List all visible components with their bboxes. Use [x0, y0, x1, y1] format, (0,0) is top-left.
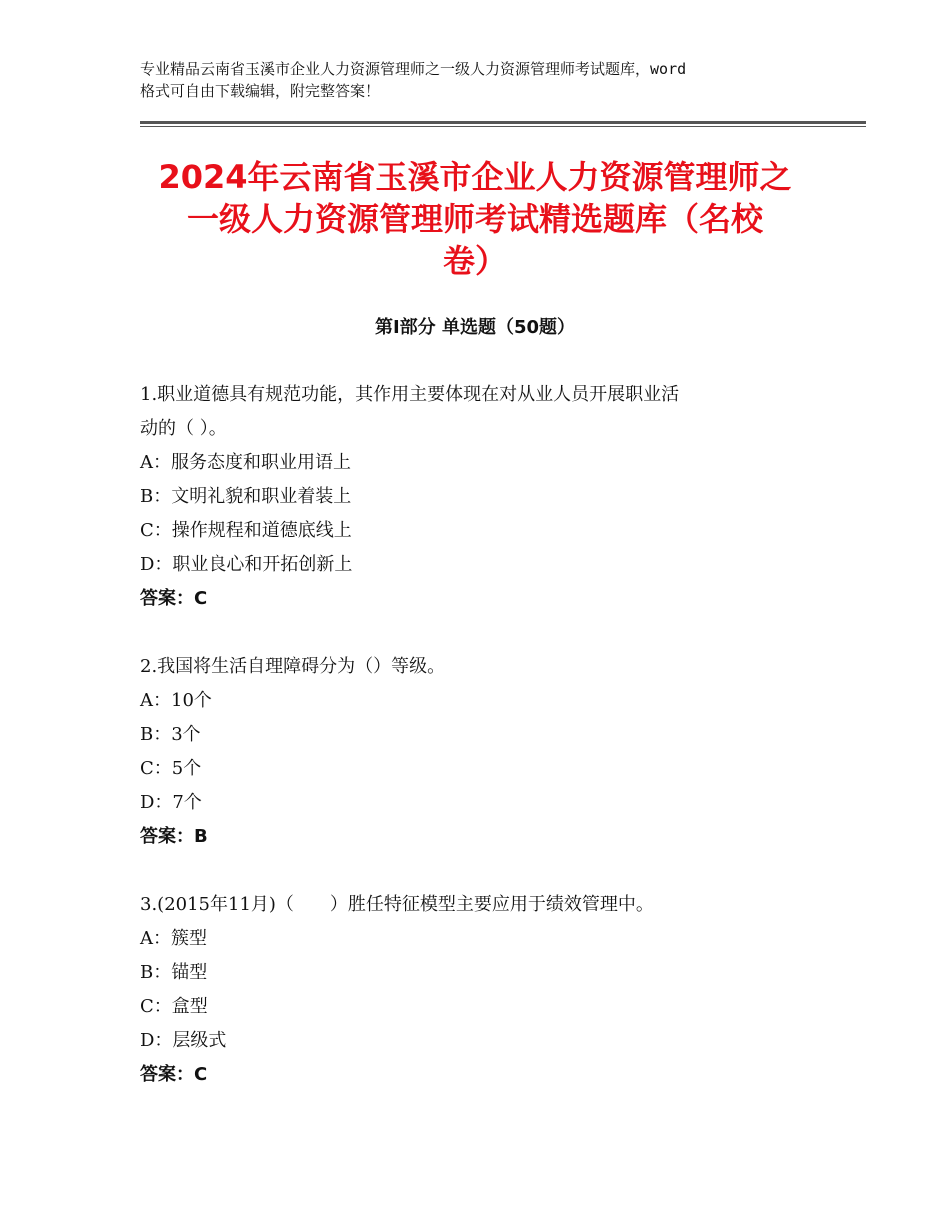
document-title-line: 一级人力资源管理师考试精选题库（名校 [186, 200, 763, 238]
section-heading: 第Ⅰ部分 单选题（50题） [374, 317, 575, 338]
header-note-line: 专业精品云南省玉溪市企业人力资源管理师之一级人力资源管理师考试题库，word [140, 60, 687, 78]
option-d: D：层级式 [140, 1030, 227, 1051]
question-3 [140, 888, 820, 1092]
option-c: C：操作规程和道德底线上 [140, 520, 352, 541]
option-d: D：职业良心和开拓创新上 [140, 554, 353, 575]
option-b: B：文明礼貌和职业着装上 [140, 486, 352, 507]
question-stem: 2.我国将生活自理障碍分为（）等级。 [140, 656, 446, 677]
question-1 [140, 378, 820, 616]
document-title-line: 2024年云南省玉溪市企业人力资源管理师之 [158, 158, 792, 196]
header-divider [140, 121, 866, 124]
option-a: A：10个 [140, 690, 212, 711]
question-stem: 动的（ ）。 [140, 418, 227, 439]
question-2 [140, 650, 820, 854]
answer-key: 答案：B [140, 826, 208, 847]
option-a: A：簇型 [140, 928, 207, 949]
header-note [140, 58, 830, 102]
option-a: A：服务态度和职业用语上 [140, 452, 351, 473]
document-title [120, 156, 830, 282]
option-b: B：锚型 [140, 962, 208, 983]
header-divider-thin [140, 126, 866, 127]
option-c: C：5个 [140, 758, 202, 779]
question-stem: 3.(2015年11月)（ ）胜任特征模型主要应用于绩效管理中。 [140, 894, 654, 915]
document-title-line: 卷） [442, 242, 507, 280]
option-d: D：7个 [140, 792, 202, 813]
option-c: C：盒型 [140, 996, 208, 1017]
answer-key: 答案：C [140, 1064, 208, 1085]
header-note-line: 格式可自由下载编辑，附完整答案！ [140, 82, 381, 100]
question-stem: 1.职业道德具有规范功能，其作用主要体现在对从业人员开展职业活 [140, 384, 680, 405]
question-list [140, 378, 820, 1126]
answer-key: 答案：C [140, 588, 208, 609]
option-b: B：3个 [140, 724, 201, 745]
